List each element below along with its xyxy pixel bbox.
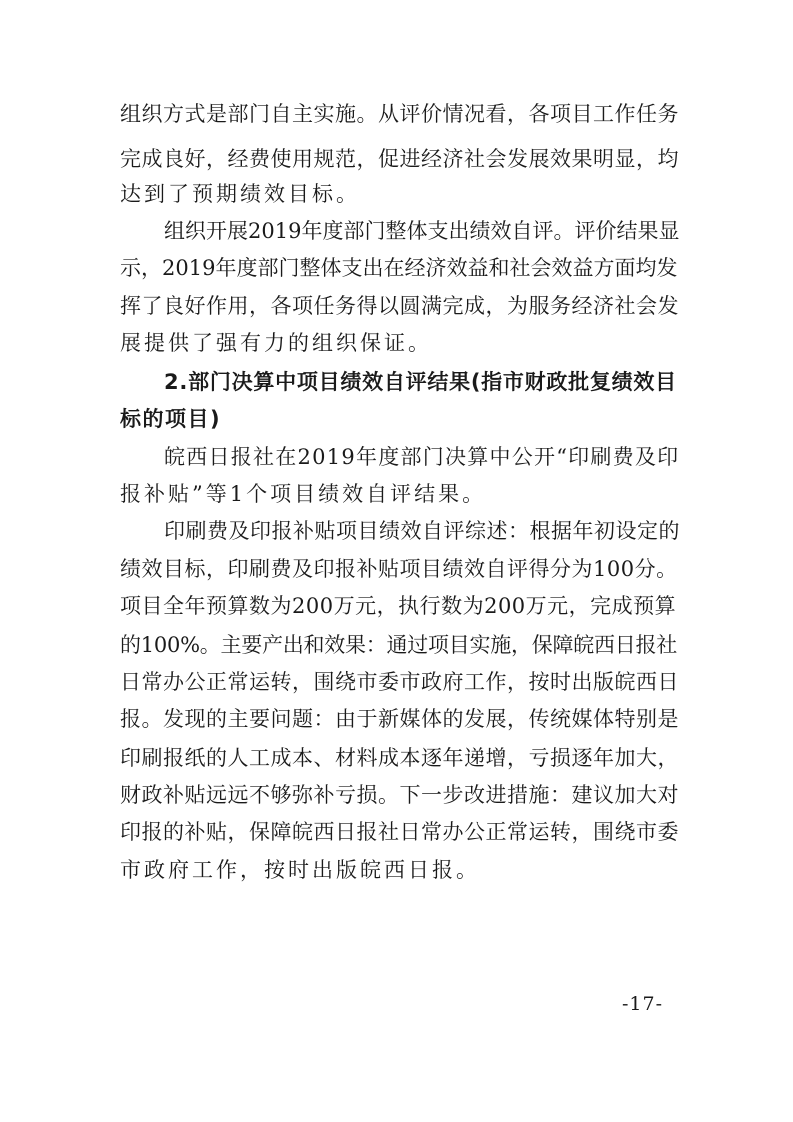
paragraph-line: 组织方式是部门自主实施。从评价情况看，各项目工作任务 (120, 102, 679, 126)
page-number: -17- (622, 993, 664, 1015)
paragraph-line: 项目全年预算数为200万元，执行数为200万元，完成预算 (120, 594, 677, 618)
paragraph-line: 完成良好，经费使用规范，促进经济社会发展效果明显，均 (120, 147, 679, 171)
paragraph-line: 印刷费及印报补贴项目绩效自评综述：根据年初设定的 (164, 519, 680, 543)
paragraph-line: 皖西日报社在2019年度部门决算中公开“印刷费及印 (164, 445, 680, 469)
paragraph-line: 的100%。主要产出和效果：通过项目实施，保障皖西日报社 (120, 633, 678, 657)
paragraph-line: 印刷报纸的人工成本、材料成本逐年递增，亏损逐年加大， (120, 746, 679, 770)
paragraph-line: 组织开展2019年度部门整体支出绩效自评。评价结果显 (164, 219, 680, 243)
paragraph-line: 市政府工作，按时出版皖西日报。 (120, 858, 480, 882)
paragraph-line: 报补贴”等1个项目绩效自评结果。 (120, 482, 487, 506)
paragraph-line: 财政补贴远远不够弥补亏损。下一步改进措施：建议加大对 (120, 783, 679, 807)
paragraph-line: 印报的补贴，保障皖西日报社日常办公正常运转，围绕市委 (120, 820, 679, 844)
paragraph-line: 示，2019年度部门整体支出在经济效益和社会效益方面均发 (120, 256, 678, 280)
paragraph-line: 达到了预期绩效目标。 (120, 182, 360, 206)
section-heading: 2.部门决算中项目绩效自评结果(指市财政批复绩效目 (164, 370, 677, 394)
paragraph-line: 绩效目标，印刷费及印报补贴项目绩效自评得分为100分。 (120, 557, 678, 581)
paragraph-line: 展提供了强有力的组织保证。 (120, 331, 432, 355)
paragraph-line: 挥了良好作用，各项任务得以圆满完成，为服务经济社会发 (120, 294, 679, 318)
paragraph-line: 报。发现的主要问题：由于新媒体的发展，传统媒体特别是 (120, 707, 679, 731)
section-heading: 标的项目) (120, 407, 222, 431)
paragraph-line: 日常办公正常运转，围绕市委市政府工作，按时出版皖西日 (120, 670, 679, 694)
